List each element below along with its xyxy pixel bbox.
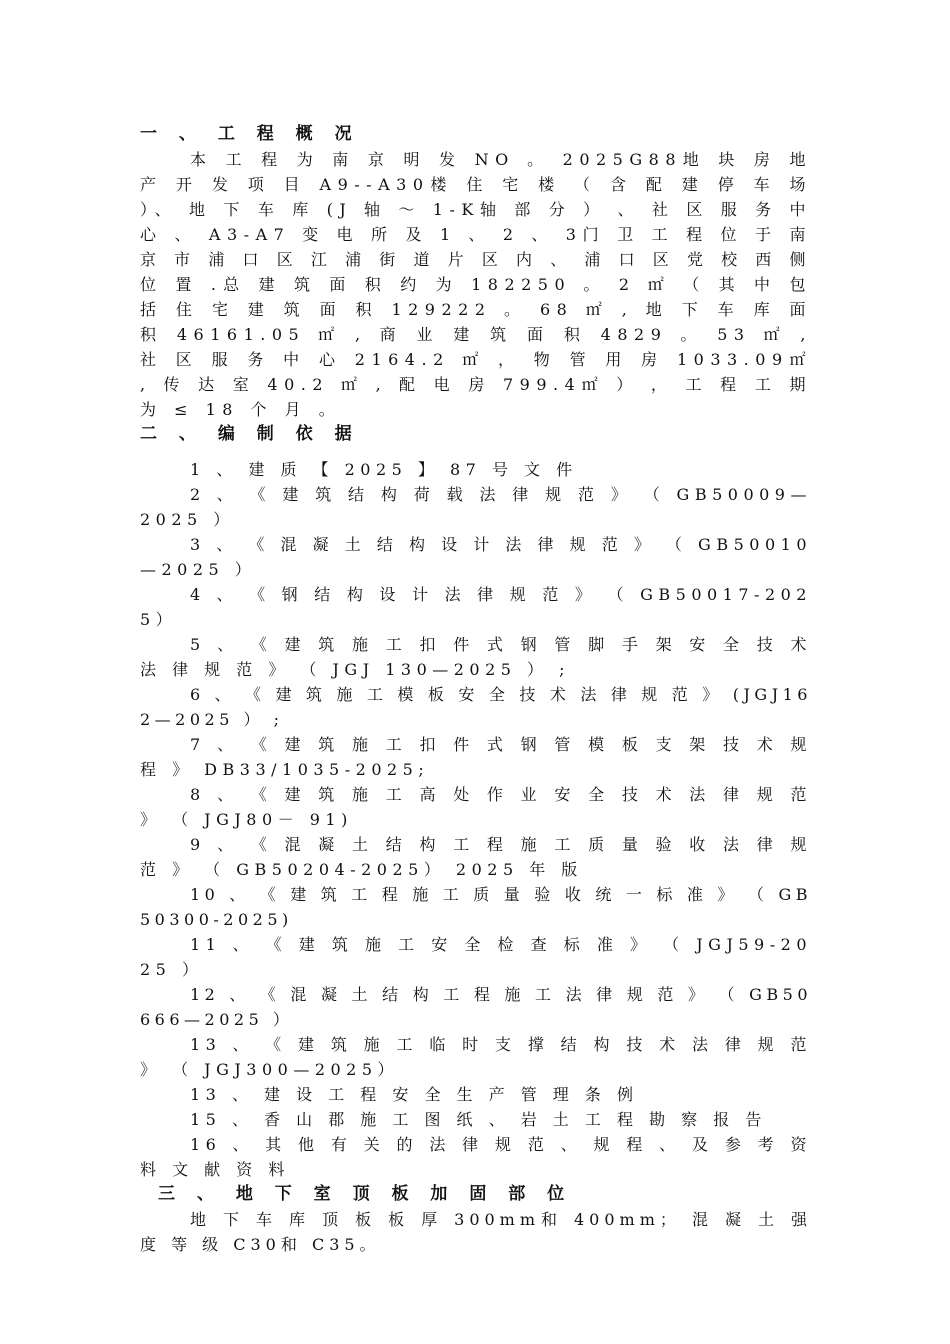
list-item: 10 、 《 建 筑 工 程 施 工 质 量 验 收 统 一 标 准 》 （ GB50300-2025) bbox=[140, 885, 812, 929]
overview-paragraph: 本 工 程 为 南 京 明 发 NO 。 2025G88地 块 房 地 产 开 发 项 目 A9--A30楼 住 宅 楼 （ 含 配 建 停 车 场 ）、 地 下 车 库 (J 轴 ～ 1-K轴 部 分 ） 、 社 区 服 务 中 心 、 A3-A7 变 电 所 及 1 、 2 、 3门 卫 工 程 位 于 南 京 市 浦 口 区 江 浦 街 道 片 区 内 、 浦 口 区 党 校 西 侧 位 置 .总 建 筑 面 积 约 为 182250 。 2 ㎡ （ 其 中 包 括 住 宅 建 筑 面 积 129222 。 68 ㎡ , 地 下 车 库 面 积 46161.05 ㎡ , 商 业 建 筑 面 积 4829 。 53 ㎡ , 社 区 服 务 中 心 2164.2 ㎡ ， 物 管 用 房 1033.09㎡ , 传 达 室 40.2 ㎡ , 配 电 房 799.4㎡ ） ， 工 程 工 期 为 ≤ 18 个 月 。 bbox=[140, 150, 812, 419]
list-item: 2 、 《 建 筑 结 构 荷 载 法 律 规 范 》 （ GB50009—2025 ） bbox=[140, 485, 812, 529]
document-page bbox=[140, 122, 812, 1257]
list-item: 5 、 《 建 筑 施 工 扣 件 式 钢 管 脚 手 架 安 全 技 术 法 律 规 范 》 （ JGJ 130—2025 ） ; bbox=[140, 635, 812, 679]
list-item: 4 、 《 钢 结 构 设 计 法 律 规 范 》 （ GB50017-2025） bbox=[140, 585, 812, 629]
list-item: 15 、 香 山 郡 施 工 图 纸 、 岩 土 工 程 勘 察 报 告 bbox=[190, 1110, 767, 1129]
list-item: 16 、 其 他 有 关 的 法 律 规 范 、 规 程 、 及 参 考 资 料 文 献 资 料 bbox=[140, 1135, 812, 1179]
list-item: 6 、 《 建 筑 施 工 模 板 安 全 技 术 法 律 规 范 》 (JGJ162—2025 ） ; bbox=[140, 685, 812, 729]
list-item: 3 、 《 混 凝 土 结 构 设 计 法 律 规 范 》 （ GB50010—2025 ） bbox=[140, 535, 812, 579]
section-heading-reinforcement: 三 、 地 下 室 顶 板 加 固 部 位 bbox=[158, 1184, 573, 1204]
list-item: 1 、 建 质 【 2025 】 87 号 文 件 bbox=[190, 460, 578, 479]
list-item: 13 、 《 建 筑 施 工 临 时 支 撑 结 构 技 术 法 律 规 范 》 （ JGJ300—2025） bbox=[140, 1035, 812, 1079]
list-item: 8 、 《 建 筑 施 工 高 处 作 业 安 全 技 术 法 律 规 范 》 （ JGJ80－ 91) bbox=[140, 785, 812, 829]
list-item: 12 、 《 混 凝 土 结 构 工 程 施 工 法 律 规 范 》 （ GB50666—2025 ） bbox=[140, 985, 812, 1029]
list-item: 11 、 《 建 筑 施 工 安 全 检 查 标 准 》 （ JGJ59-2025 ） bbox=[140, 935, 812, 979]
reinforcement-paragraph: 地 下 车 库 顶 板 板 厚 300mm和 400mm； 混 凝 土 强 度 等 级 C30和 C35。 bbox=[140, 1210, 812, 1254]
list-item: 13 、 建 设 工 程 安 全 生 产 管 理 条 例 bbox=[190, 1085, 639, 1104]
list-item: 9 、 《 混 凝 土 结 构 工 程 施 工 质 量 验 收 法 律 规 范 》 （ GB50204-2025） 2025 年 版 bbox=[140, 835, 812, 879]
basis-list bbox=[140, 457, 812, 1182]
list-item: 7 、 《 建 筑 施 工 扣 件 式 钢 管 模 板 支 架 技 术 规 程 》 DB33/1035-2025; bbox=[140, 735, 812, 779]
section-heading-basis: 二 、 编 制 依 据 bbox=[140, 424, 360, 444]
section-heading-overview: 一 、 工 程 概 况 bbox=[140, 124, 360, 144]
